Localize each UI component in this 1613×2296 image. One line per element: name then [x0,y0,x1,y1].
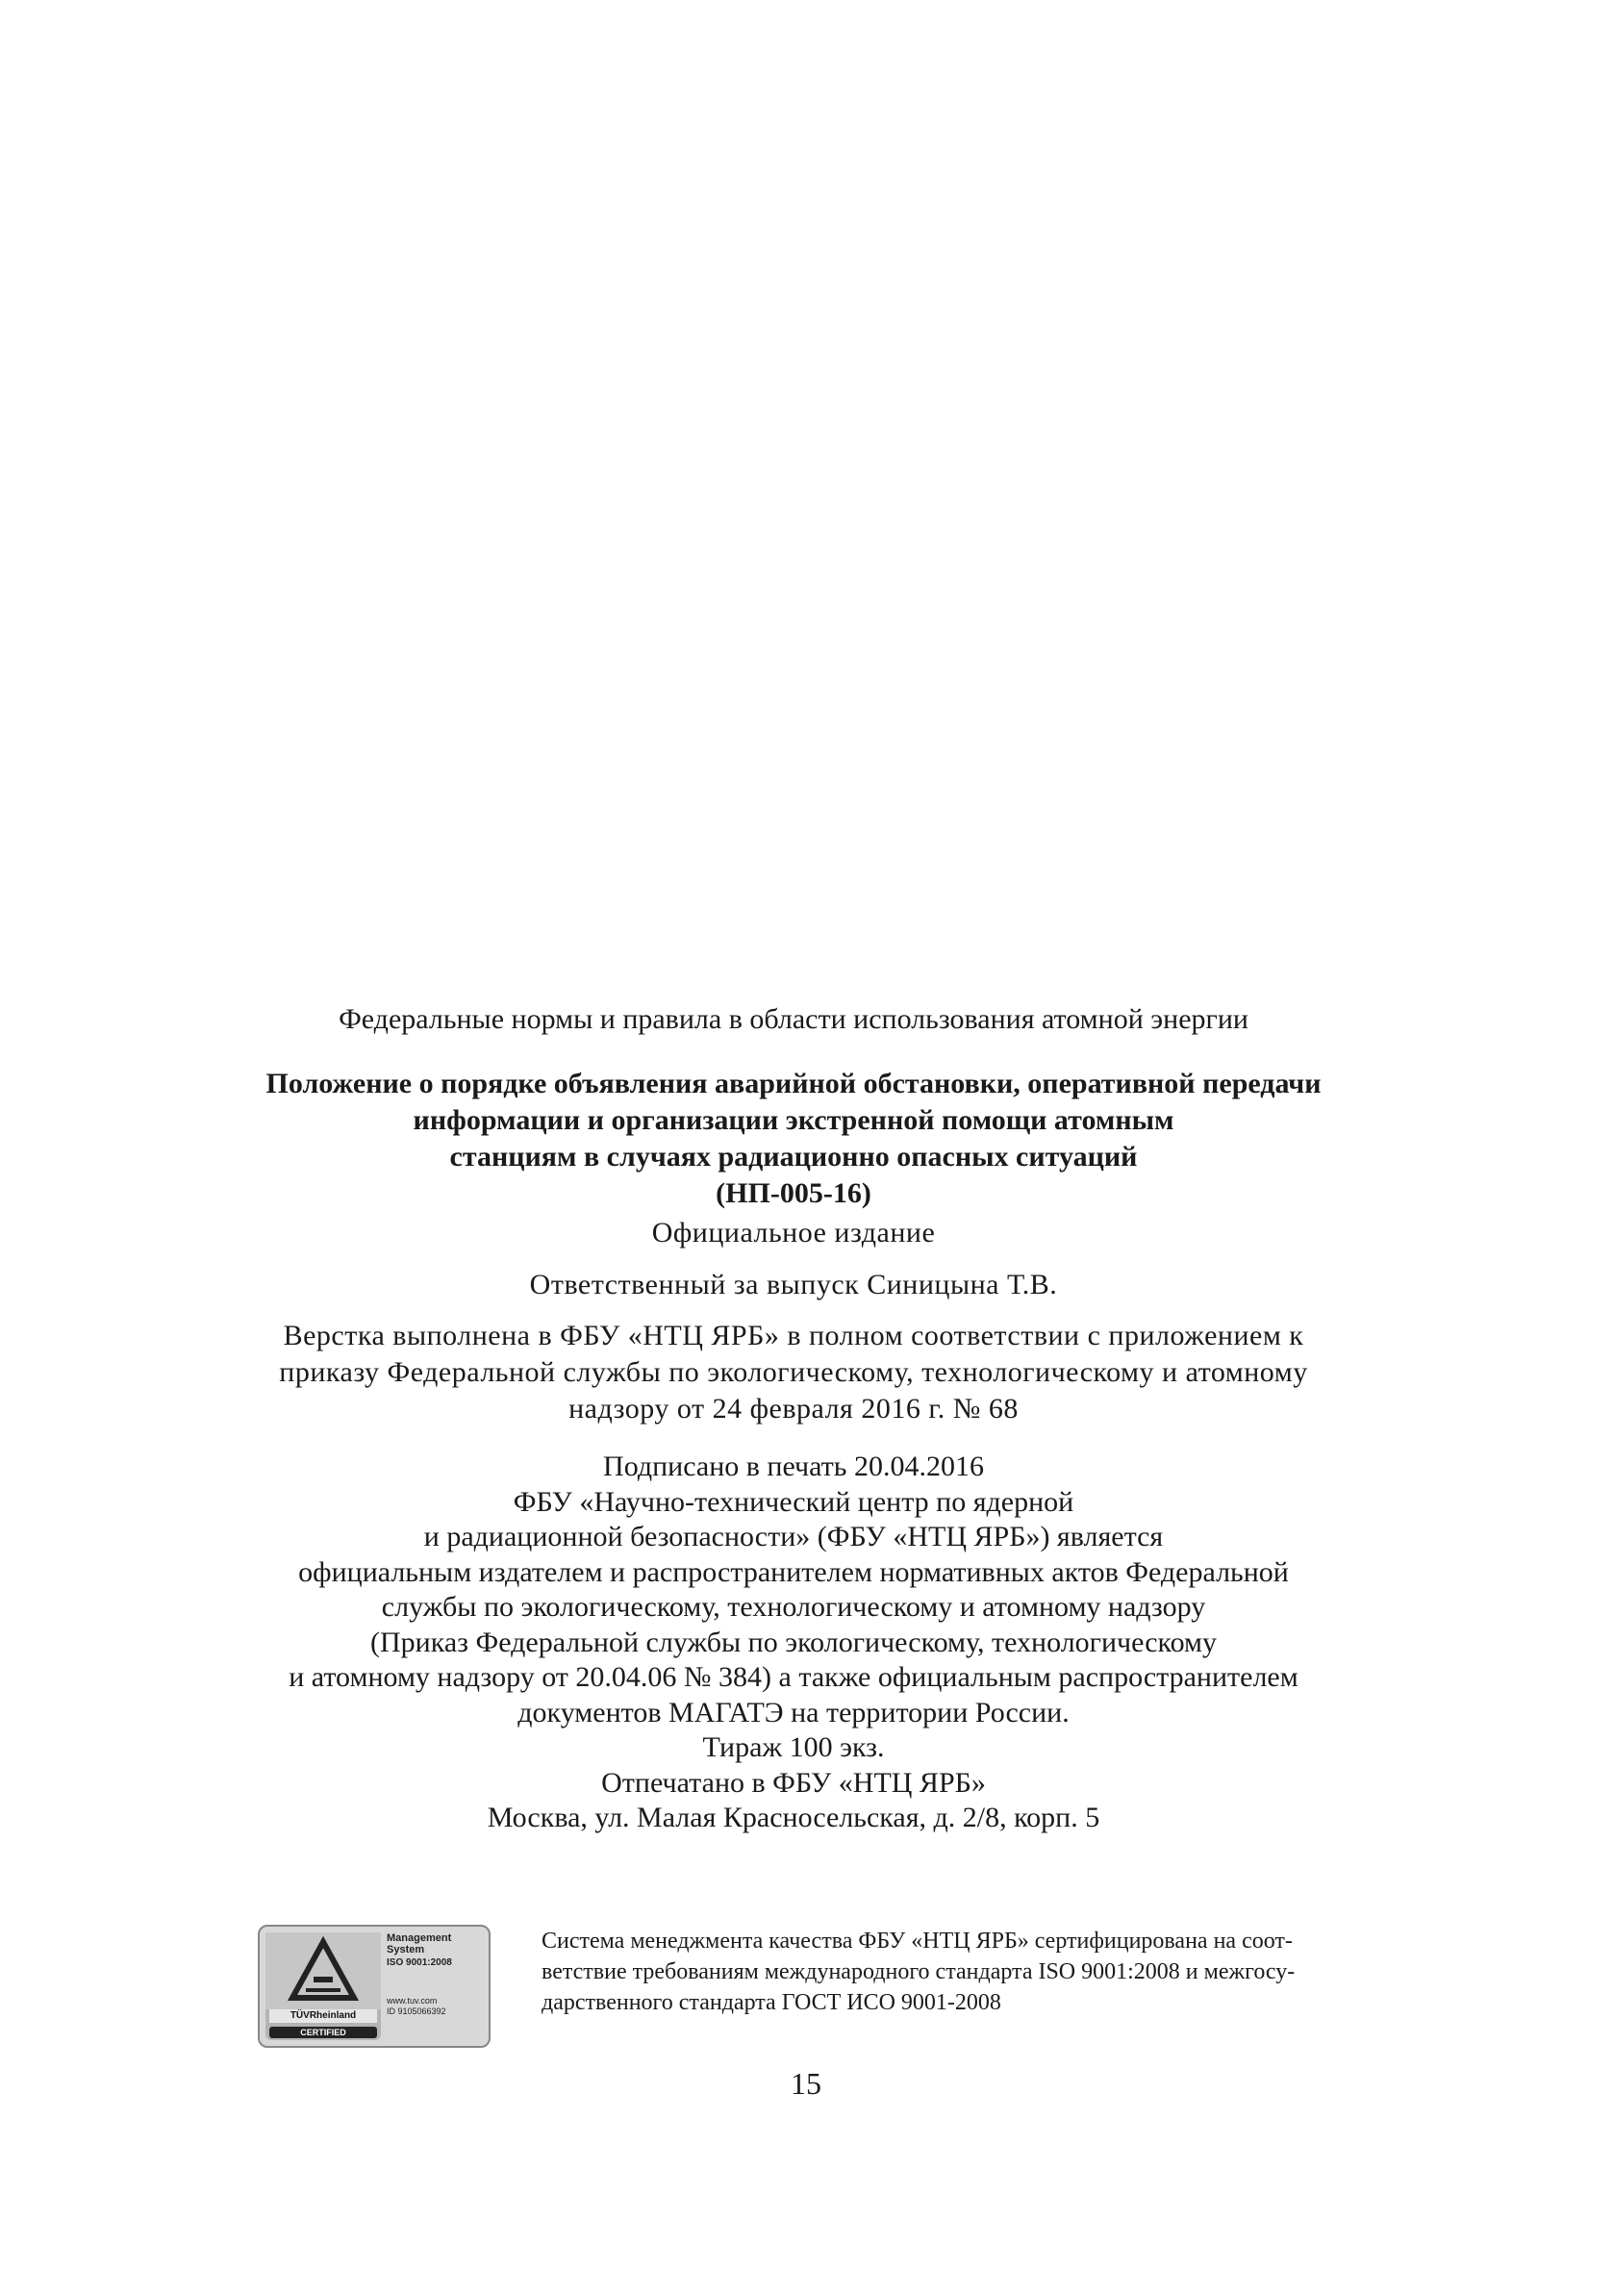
imprint-line: Отпечатано в ФБУ «НТЦ ЯРБ» [601,1766,986,1799]
imprint-line: официальным издателем и распространителем нормативных актов Федеральной [298,1555,1289,1588]
title-line: Положение о порядке объявления аварийной обстановки, оперативной передачи [265,1068,1322,1099]
series-line: Федеральные нормы и правила в области использования атомной энергии [339,1003,1248,1035]
imprint-line: ФБУ «Научно-технический центр по ядерной [513,1485,1074,1518]
layout-line: надзору от 24 февраля 2016 г. № 68 [568,1393,1019,1425]
badge-text [387,1932,485,2017]
certification-badge [258,1925,491,2048]
imprint [144,1450,1443,1836]
certified-label: CERTIFIED [269,2027,377,2038]
qms-line: дарственного стандарта ГОСТ ИСО 9001-2008 [542,1990,1001,2015]
badge-id: ID 9105066392 [387,2006,446,2016]
triangle-icon [265,1932,381,2009]
imprint-line: и радиационной безопасности» (ФБУ «НТЦ ЯРБ») является [423,1521,1164,1552]
title-line: станциям в случаях радиационно опасных ситуаций [449,1141,1138,1173]
document-title [144,1066,1443,1212]
layout-line: Верстка выполнена в ФБУ «НТЦ ЯРБ» в полном соответствии с приложением к [283,1320,1304,1351]
imprint-line: (Приказ Федеральной службы по экологическому, технологическому [370,1626,1217,1658]
publisher-address: Москва, ул. Малая Красносельская, д. 2/8, корп. 5 [487,1802,1100,1833]
badge-line: System [387,1944,425,1955]
title-line: информации и организации экстренной помощи атомным [413,1104,1174,1136]
badge-website: www.tuv.com [387,1996,438,2006]
responsible-editor [144,1266,1443,1304]
qms-line: Система менеджмента качества ФБУ «НТЦ ЯРБ» сертифицирована на соот- [542,1929,1293,1954]
edition-label [144,1214,1443,1252]
tuv-logo [265,1932,381,2040]
badge-line: Management [387,1932,452,1944]
imprint-line: документов МАГАТЭ на территории России. [517,1696,1070,1728]
imprint-line: и атомному надзору от 20.04.06 № 384) а также официальным распространителем [289,1661,1298,1693]
tuv-brand-label: TÜVRheinland [269,2009,377,2023]
layout-line: приказу Федеральной службы по экологическому, технологическому и атомному [279,1356,1308,1388]
layout-note [144,1318,1443,1427]
imprint-line: службы по экологическому, технологическому и атомному надзору [381,1591,1206,1623]
edition-line: Официальное издание [651,1217,936,1249]
qms-line: ветствие требованиям международного стандарта ISO 9001:2008 и межгосу- [542,1959,1296,1984]
responsible-line: Ответственный за выпуск Синицына Т.В. [529,1269,1058,1300]
print-run: Тираж 100 экз. [702,1731,885,1763]
series-heading [144,1000,1443,1039]
quality-management-note [542,1926,1455,2018]
document-code: (НП-005-16) [716,1177,871,1209]
badge-standard: ISO 9001:2008 [387,1957,452,1968]
imprint-line: Подписано в печать 20.04.2016 [603,1451,984,1482]
page-number: 15 [791,2066,821,2101]
